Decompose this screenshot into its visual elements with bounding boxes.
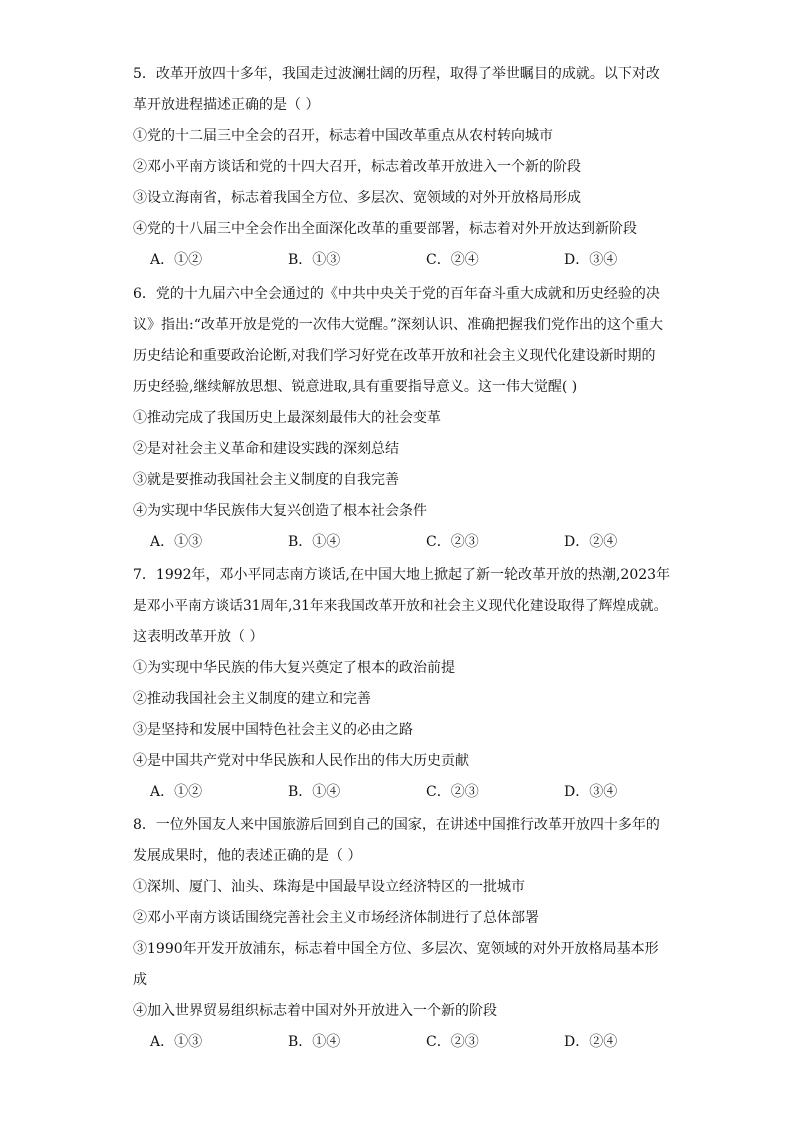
statement-item: ①为实现中华民族的伟大复兴奠定了根本的政治前提	[133, 660, 455, 676]
option-c[interactable]: C．②③	[426, 784, 479, 800]
question-stem-line: 6．党的十九届六中全会通过的《中共中央关于党的百年奋斗重大成就和历史经验的决	[133, 286, 660, 302]
statement-item: ④是中国共产党对中华民族和人民作出的伟大历史贡献	[133, 753, 469, 769]
question-8	[133, 810, 673, 1058]
question-stem-line: 历史经验,继续解放思想、锐意进取,具有重要指导意义。这一伟大觉醒( )	[133, 379, 578, 395]
statement-item: ③1990年开发开放浦东，标志着中国全方位、多层次、宽领域的对外开放格局基本形	[133, 941, 659, 957]
question-stem-line: 历史结论和重要政治论断,对我们学习好党在改革开放和社会主义现代化建设新时期的	[133, 348, 656, 364]
option-a[interactable]: A．①②	[150, 252, 203, 268]
question-6	[133, 279, 673, 558]
option-a[interactable]: A．①②	[150, 784, 203, 800]
question-stem-line: 这表明改革开放（ ）	[133, 629, 264, 645]
option-c[interactable]: C．②④	[426, 252, 479, 268]
option-a[interactable]: A．①③	[150, 534, 203, 550]
statement-item: ④党的十八届三中全会作出全面深化改革的重要部署，标志着对外开放达到新阶段	[133, 221, 637, 237]
question-stem-line: 革开放进程描述正确的是（ ）	[133, 97, 320, 113]
question-5	[133, 59, 673, 276]
answer-options	[133, 527, 673, 558]
option-d[interactable]: D．③④	[564, 784, 618, 800]
statement-item: ①党的十二届三中全会的召开，标志着中国改革重点从农村转向城市	[133, 128, 553, 144]
option-d[interactable]: D．②④	[564, 534, 618, 550]
statement-item: ②是对社会主义革命和建设实践的深刻总结	[133, 441, 399, 457]
statement-item: ①推动完成了我国历史上最深刻最伟大的社会变革	[133, 410, 441, 426]
question-7	[133, 560, 673, 808]
question-stem-line: 发展成果时，他的表述正确的是（ ）	[133, 848, 362, 864]
statement-item: 成	[133, 972, 147, 988]
statement-item: ①深圳、厦门、汕头、珠海是中国最早设立经济特区的一批城市	[133, 879, 525, 895]
statement-item: ④加入世界贸易组织标志着中国对外开放进入一个新的阶段	[133, 1003, 497, 1019]
statement-item: ②推动我国社会主义制度的建立和完善	[133, 691, 371, 707]
option-b[interactable]: B．①③	[288, 252, 341, 268]
statement-item: ③是坚持和发展中国特色社会主义的必由之路	[133, 722, 413, 738]
option-d[interactable]: D．③④	[564, 252, 618, 268]
option-d[interactable]: D．②④	[564, 1034, 618, 1050]
answer-options	[133, 1027, 673, 1058]
statement-item: ②邓小平南方谈话围绕完善社会主义市场经济体制进行了总体部署	[133, 910, 539, 926]
statement-item: ②邓小平南方谈话和党的十四大召开，标志着改革开放进入一个新的阶段	[133, 159, 581, 175]
option-b[interactable]: B．①④	[288, 534, 341, 550]
answer-options	[133, 777, 673, 808]
option-b[interactable]: B．①④	[288, 784, 341, 800]
question-stem-line: 是邓小平南方谈话31周年,31年来我国改革开放和社会主义现代化建设取得了辉煌成就。	[133, 598, 668, 614]
statement-item: ③设立海南省，标志着我国全方位、多层次、宽领域的对外开放格局形成	[133, 190, 581, 206]
question-stem-line: 议》指出:“改革开放是党的一次伟大觉醒。”深刻认识、准确把握我们党作出的这个重大	[133, 317, 664, 333]
option-c[interactable]: C．②③	[426, 534, 479, 550]
question-stem-line: 7．1992年，邓小平同志南方谈话,在中国大地上掀起了新一轮改革开放的热潮,2023年	[133, 567, 671, 583]
question-stem-line: 8．一位外国友人来中国旅游后回到自己的国家，在讲述中国推行改革开放四十多年的	[133, 817, 660, 833]
answer-options	[133, 245, 673, 276]
option-a[interactable]: A．①③	[150, 1034, 203, 1050]
statement-item: ④为实现中华民族伟大复兴创造了根本社会条件	[133, 503, 427, 519]
question-stem-line: 5．改革开放四十多年，我国走过波澜壮阔的历程，取得了举世瞩目的成就。以下对改	[133, 66, 660, 82]
statement-item: ③就是要推动我国社会主义制度的自我完善	[133, 472, 399, 488]
option-b[interactable]: B．①④	[288, 1034, 341, 1050]
option-c[interactable]: C．②③	[426, 1034, 479, 1050]
